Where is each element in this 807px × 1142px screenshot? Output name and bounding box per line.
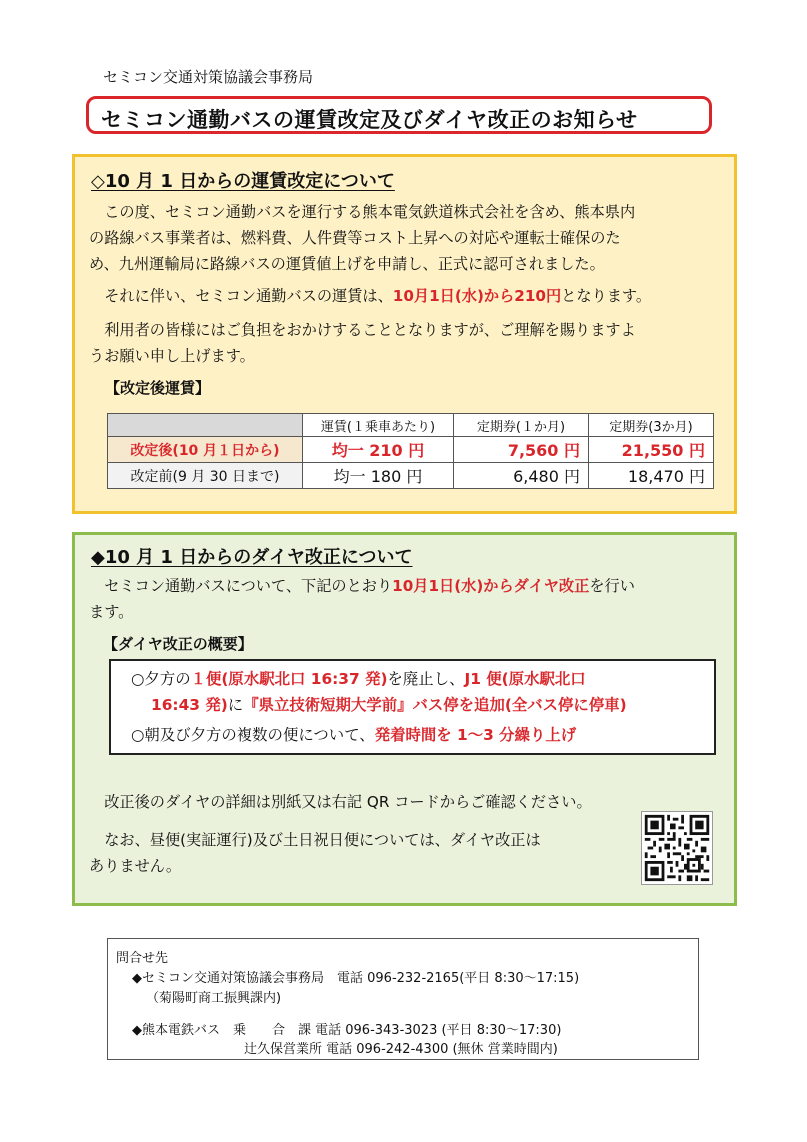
- dia-summary-box: [109, 659, 716, 755]
- page-title: セミコン通勤バスの運賃改定及びダイヤ改正のお知らせ: [101, 108, 638, 132]
- fare-para2-before: それに伴い、セミコン通勤バスの運賃は、: [89, 287, 393, 305]
- dia-para1-line1: [89, 573, 729, 599]
- dia-para1-before: セミコン通勤バスについて、下記のとおり: [89, 577, 393, 595]
- table-cell: 改定後(10 月１日から): [108, 437, 303, 463]
- dia-item2-red: 発着時間を 1～3 分繰り上げ: [374, 726, 577, 744]
- fare-para3-line2: うお願い申し上げます。: [89, 347, 255, 365]
- title-box: [86, 96, 712, 134]
- fare-paragraph-2: [89, 283, 729, 309]
- fare-revision-section: [72, 154, 737, 514]
- table-header-cell: 定期券(3か月): [589, 414, 714, 437]
- table-header-cell: [108, 414, 303, 437]
- organization-name: セミコン交通対策協議会事務局: [103, 68, 314, 86]
- qr-code-icon[interactable]: [641, 811, 713, 885]
- dia-summary-label: 【ダイヤ改正の概要】: [103, 635, 253, 653]
- fare-para3-line1: 利用者の皆様にはご負担をおかけすることとなりますが、ご理解を賜りますよ: [89, 321, 636, 339]
- fare-para2-highlight: 10月1日(水)から210円: [392, 287, 562, 305]
- table-header-cell: 定期券(１か月): [454, 414, 589, 437]
- dia-item2: [131, 723, 576, 745]
- table-cell: 均一 180 円: [303, 463, 454, 489]
- fare-table-row-before: [108, 463, 714, 489]
- dia-item1-mid: を廃止し、: [387, 670, 465, 688]
- timetable-revision-section: [72, 532, 737, 906]
- dia-item1-prefix: ○夕方の: [131, 670, 191, 688]
- contact-label: 問合せ先: [116, 951, 169, 966]
- dia-para1-highlight: 10月1日(水)からダイヤ改正: [392, 577, 590, 595]
- dia-item1-line2-red2: 『県立技術短期大学前』バス停を追加(全バス停に停車): [243, 696, 627, 714]
- fare-table-label: 【改定後運賃】: [105, 379, 211, 397]
- fare-table-row-after: [108, 437, 714, 463]
- contact-line-1: ◆セミコン交通対策協議会事務局 電話 096-232-2165(平日 8:30～17:15): [132, 971, 580, 986]
- fare-para1-line1: この度、セミコン通勤バスを運行する熊本電気鉄道株式会社を含め、熊本県内: [89, 203, 636, 221]
- table-cell: 均一 210 円: [303, 437, 454, 463]
- contact-box: [107, 938, 699, 1060]
- contact-line-2: （菊陽町商工振興課内): [146, 991, 282, 1006]
- contact-line-4: 辻久保営業所 電話 096-242-4300 (無休 営業時間内): [244, 1042, 558, 1057]
- dia-para3-line1: なお、昼便(実証運行)及び土日祝日便については、ダイヤ改正は: [89, 831, 541, 849]
- fare-para2-after: となります。: [561, 287, 652, 305]
- dia-para1-line2: ます。: [89, 603, 134, 621]
- dia-item2-prefix: ○朝及び夕方の複数の便について、: [131, 726, 375, 744]
- table-cell: 改定前(9 月 30 日まで): [108, 463, 303, 489]
- dia-item1-line2: [151, 693, 627, 715]
- dia-section-heading: ◆10 月 1 日からのダイヤ改正について: [91, 547, 413, 568]
- dia-paragraph-3: [89, 827, 629, 879]
- table-cell: 6,480 円: [454, 463, 589, 489]
- dia-item1-line2-red1: 16:43 発): [151, 696, 228, 714]
- dia-para1-after: を行い: [589, 577, 635, 595]
- dia-item1-red2: J1 便(原水駅北口: [464, 670, 586, 688]
- fare-section-heading: ◇10 月 1 日からの運賃改定について: [91, 171, 395, 192]
- table-cell: 7,560 円: [454, 437, 589, 463]
- dia-para3-line2: ありません。: [89, 857, 182, 875]
- dia-paragraph-2: 改正後のダイヤの詳細は別紙又は右記 QR コードからご確認ください。: [89, 793, 592, 811]
- table-cell: 18,470 円: [589, 463, 714, 489]
- table-header-cell: 運賃(１乗車あたり): [303, 414, 454, 437]
- fare-table-header-row: [108, 414, 714, 437]
- fare-paragraph-3: [89, 317, 729, 369]
- dia-item1-line2-mid: に: [227, 696, 244, 714]
- fare-para1-line2: の路線バス事業者は、燃料費、人件費等コスト上昇への対応や運転士確保のた: [89, 229, 621, 247]
- fare-table: [107, 413, 714, 489]
- dia-item1-line1: [131, 667, 586, 689]
- dia-item1-red1: １便(原水駅北口 16:37 発): [190, 670, 388, 688]
- contact-line-3: ◆熊本電鉄バス 乗 合 課 電話 096-343-3023 (平日 8:30～17:30): [132, 1023, 562, 1038]
- qr-code-graphic: [642, 812, 712, 884]
- dia-paragraph-1: [89, 573, 729, 625]
- table-cell: 21,550 円: [589, 437, 714, 463]
- fare-para1-line3: め、九州運輸局に路線バスの運賃値上げを申請し、正式に認可されました。: [89, 255, 605, 273]
- fare-paragraph-1: [89, 199, 729, 277]
